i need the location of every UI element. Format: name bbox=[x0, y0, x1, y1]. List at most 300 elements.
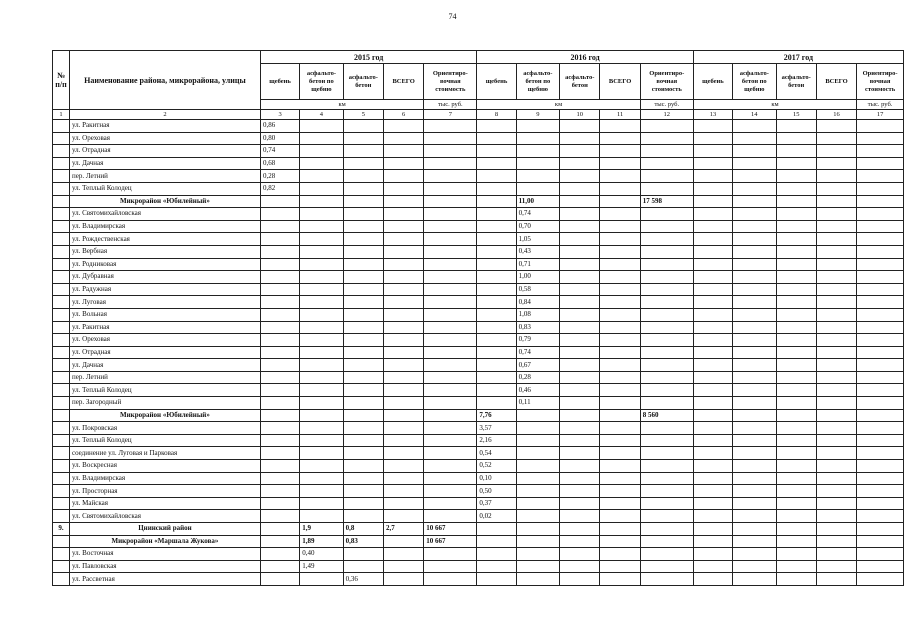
value-cell bbox=[857, 245, 904, 258]
value-cell bbox=[857, 359, 904, 372]
value-cell bbox=[383, 397, 423, 410]
value-cell bbox=[857, 233, 904, 246]
value-cell bbox=[693, 245, 732, 258]
value-cell bbox=[600, 434, 640, 447]
value-cell bbox=[424, 409, 477, 422]
row-number bbox=[53, 573, 70, 586]
value-cell: 0,11 bbox=[516, 397, 559, 410]
table-row bbox=[53, 485, 904, 498]
page-number: 74 bbox=[448, 12, 457, 21]
value-cell bbox=[857, 497, 904, 510]
row-number bbox=[53, 258, 70, 271]
value-cell bbox=[816, 460, 856, 473]
value-cell bbox=[640, 371, 693, 384]
table-row bbox=[53, 384, 904, 397]
column-number: 15 bbox=[776, 110, 816, 120]
value-cell bbox=[300, 157, 343, 170]
value-cell bbox=[776, 132, 816, 145]
value-cell bbox=[733, 132, 776, 145]
header-year-2017: 2017 год bbox=[693, 51, 903, 64]
table-row bbox=[53, 434, 904, 447]
value-cell bbox=[816, 485, 856, 498]
value-cell bbox=[260, 409, 299, 422]
value-cell: 0,40 bbox=[300, 548, 343, 561]
value-cell bbox=[693, 271, 732, 284]
value-cell bbox=[383, 258, 423, 271]
value-cell bbox=[693, 145, 732, 158]
street-name: ул. Святомихайловская bbox=[69, 510, 260, 523]
value-cell bbox=[733, 296, 776, 309]
value-cell bbox=[477, 220, 516, 233]
value-cell bbox=[640, 535, 693, 548]
value-cell bbox=[383, 296, 423, 309]
row-number bbox=[53, 296, 70, 309]
value-cell bbox=[776, 409, 816, 422]
value-cell bbox=[383, 472, 423, 485]
value-cell bbox=[300, 359, 343, 372]
value-cell bbox=[857, 321, 904, 334]
value-cell bbox=[776, 359, 816, 372]
street-name: Микрорайон «Юбилейный» bbox=[69, 409, 260, 422]
value-cell bbox=[260, 334, 299, 347]
value-cell bbox=[260, 220, 299, 233]
value-cell bbox=[733, 195, 776, 208]
value-cell bbox=[640, 560, 693, 573]
value-cell bbox=[600, 120, 640, 133]
header-name: Наименование района, микрорайона, улицы bbox=[69, 51, 260, 110]
value-cell bbox=[343, 434, 383, 447]
row-number bbox=[53, 447, 70, 460]
value-cell bbox=[600, 535, 640, 548]
column-number: 14 bbox=[733, 110, 776, 120]
row-number bbox=[53, 422, 70, 435]
value-cell bbox=[477, 308, 516, 321]
value-cell bbox=[640, 346, 693, 359]
value-cell bbox=[477, 334, 516, 347]
value-cell bbox=[693, 120, 732, 133]
value-cell bbox=[693, 384, 732, 397]
value-cell bbox=[560, 535, 600, 548]
value-cell bbox=[733, 182, 776, 195]
value-cell bbox=[477, 233, 516, 246]
value-cell bbox=[857, 308, 904, 321]
value-cell bbox=[300, 208, 343, 221]
value-cell bbox=[477, 245, 516, 258]
value-cell bbox=[816, 523, 856, 536]
value-cell bbox=[560, 409, 600, 422]
value-cell bbox=[300, 296, 343, 309]
value-cell bbox=[816, 548, 856, 561]
value-cell bbox=[424, 434, 477, 447]
value-cell bbox=[260, 485, 299, 498]
value-cell bbox=[560, 573, 600, 586]
value-cell: 0,74 bbox=[260, 145, 299, 158]
value-cell: 10 667 bbox=[424, 523, 477, 536]
value-cell bbox=[640, 308, 693, 321]
value-cell bbox=[383, 271, 423, 284]
value-cell bbox=[776, 573, 816, 586]
row-number bbox=[53, 220, 70, 233]
value-cell bbox=[640, 497, 693, 510]
value-cell bbox=[383, 346, 423, 359]
column-number: 16 bbox=[816, 110, 856, 120]
value-cell bbox=[260, 371, 299, 384]
value-cell bbox=[424, 371, 477, 384]
value-cell bbox=[693, 510, 732, 523]
value-cell bbox=[424, 359, 477, 372]
row-number bbox=[53, 182, 70, 195]
value-cell bbox=[857, 157, 904, 170]
value-cell bbox=[857, 573, 904, 586]
value-cell bbox=[640, 510, 693, 523]
row-number bbox=[53, 384, 70, 397]
value-cell bbox=[260, 308, 299, 321]
value-cell bbox=[857, 296, 904, 309]
value-cell bbox=[733, 120, 776, 133]
street-name: ул. Отрадная bbox=[69, 145, 260, 158]
row-number bbox=[53, 334, 70, 347]
value-cell bbox=[260, 460, 299, 473]
table-row bbox=[53, 371, 904, 384]
value-cell bbox=[640, 359, 693, 372]
value-cell bbox=[776, 497, 816, 510]
value-cell bbox=[516, 510, 559, 523]
value-cell bbox=[816, 334, 856, 347]
value-cell bbox=[560, 422, 600, 435]
value-cell bbox=[857, 120, 904, 133]
value-cell bbox=[477, 359, 516, 372]
value-cell bbox=[600, 308, 640, 321]
street-name: ул. Луговая bbox=[69, 296, 260, 309]
value-cell bbox=[560, 460, 600, 473]
value-cell bbox=[560, 170, 600, 183]
table-row bbox=[53, 523, 904, 536]
value-cell bbox=[260, 510, 299, 523]
value-cell: 0,28 bbox=[516, 371, 559, 384]
value-cell bbox=[560, 447, 600, 460]
value-cell bbox=[260, 497, 299, 510]
value-cell bbox=[816, 233, 856, 246]
value-cell bbox=[857, 145, 904, 158]
value-cell bbox=[300, 485, 343, 498]
value-cell: 0,68 bbox=[260, 157, 299, 170]
value-cell bbox=[816, 535, 856, 548]
row-number bbox=[53, 359, 70, 372]
value-cell: 0,83 bbox=[343, 535, 383, 548]
value-cell bbox=[693, 258, 732, 271]
value-cell bbox=[383, 384, 423, 397]
table-row bbox=[53, 120, 904, 133]
table-row bbox=[53, 195, 904, 208]
value-cell bbox=[516, 434, 559, 447]
street-name: ул. Дачная bbox=[69, 359, 260, 372]
value-cell bbox=[733, 422, 776, 435]
value-cell bbox=[640, 472, 693, 485]
value-cell: 0,71 bbox=[516, 258, 559, 271]
value-cell bbox=[560, 346, 600, 359]
value-cell bbox=[776, 258, 816, 271]
row-number bbox=[53, 245, 70, 258]
value-cell bbox=[600, 182, 640, 195]
value-cell bbox=[733, 384, 776, 397]
roads-table bbox=[52, 50, 904, 586]
value-cell bbox=[640, 182, 693, 195]
value-cell bbox=[424, 334, 477, 347]
value-cell bbox=[477, 560, 516, 573]
value-cell bbox=[816, 120, 856, 133]
value-cell bbox=[260, 434, 299, 447]
value-cell bbox=[343, 170, 383, 183]
column-number: 10 bbox=[560, 110, 600, 120]
value-cell bbox=[857, 447, 904, 460]
value-cell bbox=[560, 120, 600, 133]
value-cell bbox=[477, 321, 516, 334]
value-cell bbox=[600, 145, 640, 158]
column-number: 9 bbox=[516, 110, 559, 120]
unit-km: км bbox=[477, 100, 640, 110]
street-name: ул. Восточная bbox=[69, 548, 260, 561]
row-number bbox=[53, 157, 70, 170]
value-cell bbox=[640, 573, 693, 586]
subheader-4: асфальто-бетон по щебню bbox=[300, 64, 343, 100]
value-cell bbox=[383, 497, 423, 510]
value-cell bbox=[776, 485, 816, 498]
value-cell bbox=[600, 346, 640, 359]
value-cell bbox=[600, 485, 640, 498]
value-cell bbox=[516, 409, 559, 422]
subheader-16: ВСЕГО bbox=[816, 64, 856, 100]
row-number bbox=[53, 472, 70, 485]
value-cell bbox=[424, 296, 477, 309]
table-row bbox=[53, 233, 904, 246]
value-cell bbox=[383, 208, 423, 221]
value-cell bbox=[560, 132, 600, 145]
street-name: соединение ул. Луговая и Парковая bbox=[69, 447, 260, 460]
value-cell bbox=[560, 560, 600, 573]
value-cell bbox=[383, 120, 423, 133]
value-cell bbox=[343, 510, 383, 523]
value-cell bbox=[477, 120, 516, 133]
row-number bbox=[53, 145, 70, 158]
value-cell bbox=[776, 157, 816, 170]
value-cell bbox=[776, 460, 816, 473]
value-cell bbox=[383, 447, 423, 460]
value-cell bbox=[600, 447, 640, 460]
value-cell bbox=[640, 422, 693, 435]
value-cell bbox=[300, 447, 343, 460]
value-cell bbox=[640, 245, 693, 258]
value-cell bbox=[640, 220, 693, 233]
value-cell bbox=[600, 371, 640, 384]
table-row bbox=[53, 560, 904, 573]
value-cell bbox=[560, 321, 600, 334]
value-cell bbox=[857, 510, 904, 523]
value-cell bbox=[560, 258, 600, 271]
value-cell bbox=[640, 548, 693, 561]
value-cell bbox=[693, 283, 732, 296]
street-name: ул. Владимирская bbox=[69, 220, 260, 233]
value-cell: 8 560 bbox=[640, 409, 693, 422]
value-cell bbox=[816, 409, 856, 422]
value-cell bbox=[477, 296, 516, 309]
value-cell bbox=[640, 258, 693, 271]
value-cell bbox=[516, 157, 559, 170]
value-cell bbox=[260, 195, 299, 208]
value-cell bbox=[260, 359, 299, 372]
value-cell bbox=[733, 346, 776, 359]
value-cell bbox=[383, 170, 423, 183]
value-cell: 2,7 bbox=[383, 523, 423, 536]
value-cell bbox=[343, 447, 383, 460]
value-cell bbox=[600, 409, 640, 422]
value-cell bbox=[640, 233, 693, 246]
value-cell bbox=[343, 195, 383, 208]
value-cell bbox=[260, 447, 299, 460]
value-cell bbox=[383, 132, 423, 145]
value-cell bbox=[424, 120, 477, 133]
value-cell bbox=[343, 245, 383, 258]
table-row bbox=[53, 145, 904, 158]
value-cell bbox=[343, 460, 383, 473]
value-cell: 0,70 bbox=[516, 220, 559, 233]
value-cell bbox=[816, 308, 856, 321]
value-cell bbox=[776, 371, 816, 384]
value-cell: 0,28 bbox=[260, 170, 299, 183]
street-name: ул. Теплый Колодец bbox=[69, 182, 260, 195]
value-cell bbox=[560, 497, 600, 510]
value-cell bbox=[776, 321, 816, 334]
value-cell bbox=[424, 397, 477, 410]
value-cell bbox=[693, 422, 732, 435]
value-cell bbox=[424, 157, 477, 170]
row-number bbox=[53, 308, 70, 321]
value-cell bbox=[383, 157, 423, 170]
value-cell bbox=[816, 245, 856, 258]
table-row bbox=[53, 472, 904, 485]
value-cell bbox=[560, 548, 600, 561]
row-number bbox=[53, 485, 70, 498]
subheader-7: Ориентиро-вочная стоимость bbox=[424, 64, 477, 100]
value-cell bbox=[260, 346, 299, 359]
value-cell bbox=[733, 283, 776, 296]
value-cell bbox=[693, 472, 732, 485]
value-cell bbox=[640, 334, 693, 347]
value-cell: 0,54 bbox=[477, 447, 516, 460]
value-cell bbox=[260, 573, 299, 586]
value-cell bbox=[600, 283, 640, 296]
column-number: 4 bbox=[300, 110, 343, 120]
value-cell bbox=[424, 573, 477, 586]
value-cell bbox=[300, 321, 343, 334]
street-name: пер. Загородный bbox=[69, 397, 260, 410]
value-cell bbox=[857, 170, 904, 183]
row-number bbox=[53, 409, 70, 422]
street-name: ул. Ореховая bbox=[69, 132, 260, 145]
value-cell bbox=[383, 535, 423, 548]
table-row bbox=[53, 397, 904, 410]
value-cell bbox=[640, 283, 693, 296]
value-cell bbox=[693, 195, 732, 208]
table-row bbox=[53, 497, 904, 510]
value-cell bbox=[516, 447, 559, 460]
value-cell: 11,00 bbox=[516, 195, 559, 208]
value-cell bbox=[343, 321, 383, 334]
value-cell bbox=[343, 296, 383, 309]
column-number: 6 bbox=[383, 110, 423, 120]
value-cell bbox=[857, 460, 904, 473]
value-cell bbox=[640, 145, 693, 158]
value-cell bbox=[776, 271, 816, 284]
street-name: ул. Радужная bbox=[69, 283, 260, 296]
value-cell: 2,16 bbox=[477, 434, 516, 447]
column-number: 8 bbox=[477, 110, 516, 120]
value-cell bbox=[260, 321, 299, 334]
row-number bbox=[53, 132, 70, 145]
column-number: 5 bbox=[343, 110, 383, 120]
value-cell: 1,00 bbox=[516, 271, 559, 284]
street-name: ул. Павловская bbox=[69, 560, 260, 573]
value-cell bbox=[776, 182, 816, 195]
value-cell bbox=[640, 170, 693, 183]
value-cell bbox=[857, 132, 904, 145]
value-cell bbox=[343, 472, 383, 485]
value-cell bbox=[776, 220, 816, 233]
value-cell bbox=[260, 296, 299, 309]
value-cell bbox=[383, 220, 423, 233]
value-cell bbox=[816, 497, 856, 510]
value-cell bbox=[733, 397, 776, 410]
value-cell bbox=[343, 157, 383, 170]
street-name: ул. Дачная bbox=[69, 157, 260, 170]
value-cell bbox=[693, 573, 732, 586]
value-cell bbox=[816, 258, 856, 271]
value-cell bbox=[560, 308, 600, 321]
value-cell bbox=[693, 132, 732, 145]
value-cell bbox=[816, 447, 856, 460]
value-cell bbox=[343, 308, 383, 321]
table-row bbox=[53, 271, 904, 284]
value-cell bbox=[516, 422, 559, 435]
value-cell: 0,83 bbox=[516, 321, 559, 334]
value-cell bbox=[693, 523, 732, 536]
value-cell bbox=[477, 258, 516, 271]
value-cell bbox=[600, 573, 640, 586]
value-cell bbox=[640, 271, 693, 284]
value-cell bbox=[424, 497, 477, 510]
value-cell bbox=[857, 422, 904, 435]
value-cell bbox=[424, 422, 477, 435]
value-cell bbox=[260, 548, 299, 561]
row-number bbox=[53, 346, 70, 359]
value-cell bbox=[516, 560, 559, 573]
table-row bbox=[53, 220, 904, 233]
value-cell bbox=[560, 472, 600, 485]
value-cell bbox=[424, 447, 477, 460]
value-cell: 0,37 bbox=[477, 497, 516, 510]
column-number: 11 bbox=[600, 110, 640, 120]
value-cell bbox=[640, 208, 693, 221]
value-cell bbox=[640, 120, 693, 133]
value-cell bbox=[857, 535, 904, 548]
value-cell bbox=[776, 535, 816, 548]
street-name: ул. Отрадная bbox=[69, 346, 260, 359]
value-cell bbox=[733, 535, 776, 548]
value-cell bbox=[733, 523, 776, 536]
value-cell: 0,36 bbox=[343, 573, 383, 586]
value-cell bbox=[776, 245, 816, 258]
value-cell bbox=[816, 208, 856, 221]
value-cell bbox=[383, 334, 423, 347]
